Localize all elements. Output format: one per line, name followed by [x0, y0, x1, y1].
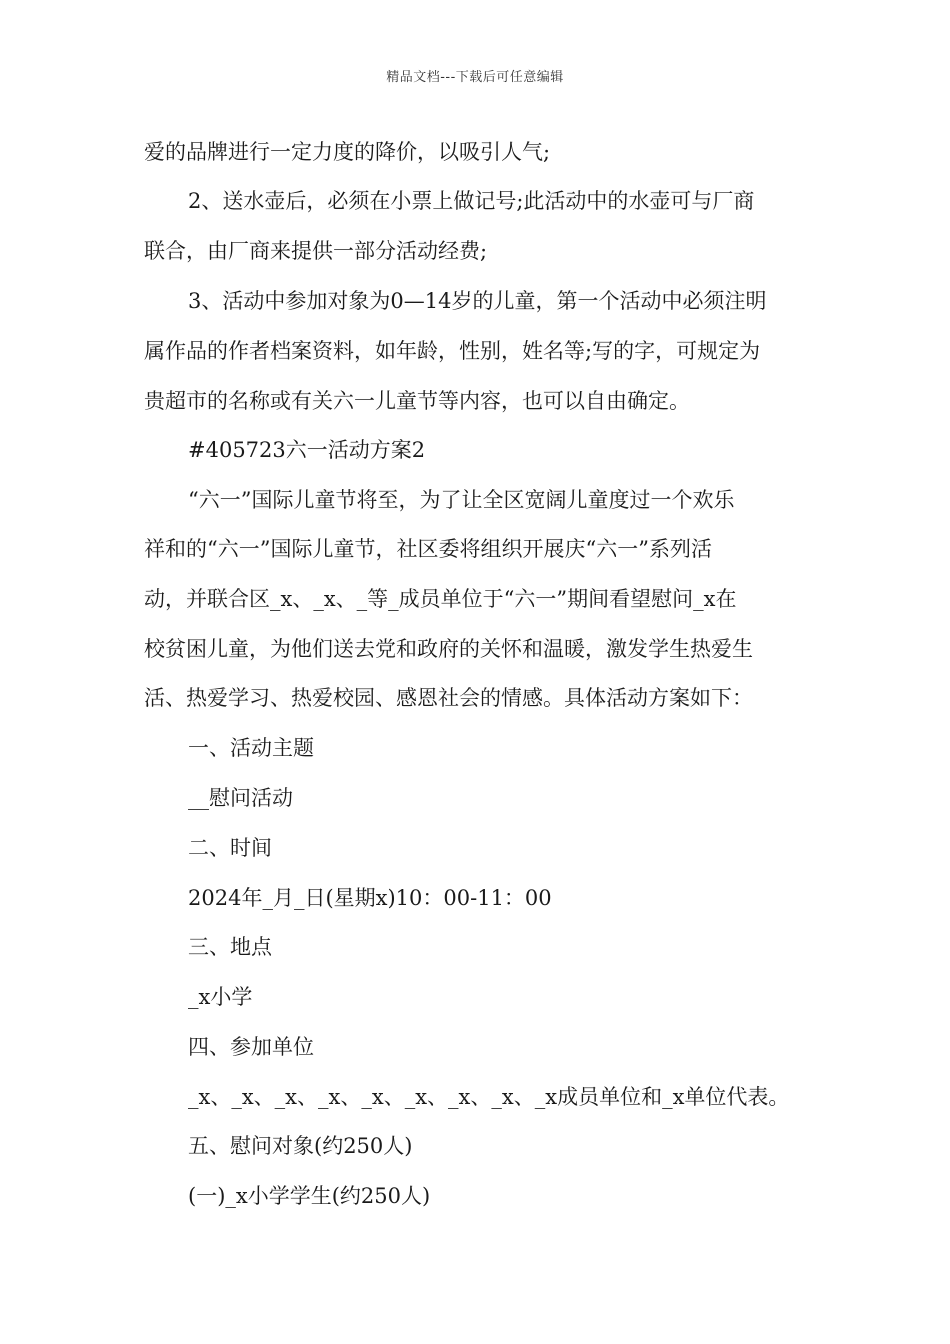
section-title: #405723六一活动方案2 — [188, 438, 426, 462]
paragraph-line: 联合，由厂商来提供一部分活动经费; — [144, 239, 488, 263]
paragraph-line: 活、热爱学习、热爱校园、感恩社会的情感。具体活动方案如下： — [144, 686, 753, 710]
paragraph-line: (一)_x小学学生(约250人) — [188, 1184, 431, 1208]
paragraph-line: 3、活动中参加对象为0—14岁的儿童，第一个活动中必须注明 — [188, 289, 767, 313]
section-heading: 三、地点 — [188, 935, 272, 959]
paragraph-line: 属作品的作者档案资料，如年龄，性别，姓名等;写的字，可规定为 — [144, 339, 761, 363]
paragraph-line: 2024年_月_日(星期x)10：00-11：00 — [188, 886, 552, 910]
page-header: 精品文档---下载后可任意编辑 — [386, 70, 564, 85]
paragraph-line: _x、_x、_x、_x、_x、_x、_x、_x、_x成员单位和_x单位代表。 — [188, 1085, 790, 1109]
paragraph-line: “六一”国际儿童节将至，为了让全区宽阔儿童度过一个欢乐 — [188, 488, 735, 512]
paragraph-line: _x小学 — [188, 985, 253, 1009]
paragraph-line: 贵超市的名称或有关六一儿童节等内容，也可以自由确定。 — [144, 389, 690, 413]
paragraph-line: 2、送水壶后，必须在小票上做记号;此活动中的水壶可与厂商 — [188, 189, 755, 213]
section-heading: 二、时间 — [188, 836, 272, 860]
paragraph-line: 动，并联合区_x、_x、_等_成员单位于“六一”期间看望慰问_x在 — [144, 587, 737, 611]
section-heading: 四、参加单位 — [188, 1035, 314, 1059]
paragraph-line: 祥和的“六一”国际儿童节，社区委将组织开展庆“六一”系列活 — [144, 537, 712, 561]
paragraph-line: 校贫困儿童，为他们送去党和政府的关怀和温暖，激发学生热爱生 — [144, 637, 753, 661]
paragraph-line: __慰问活动 — [188, 786, 293, 810]
paragraph-line: 爱的品牌进行一定力度的降价，以吸引人气; — [144, 140, 551, 164]
section-heading: 五、慰问对象(约250人) — [188, 1134, 413, 1158]
section-heading: 一、活动主题 — [188, 736, 314, 760]
